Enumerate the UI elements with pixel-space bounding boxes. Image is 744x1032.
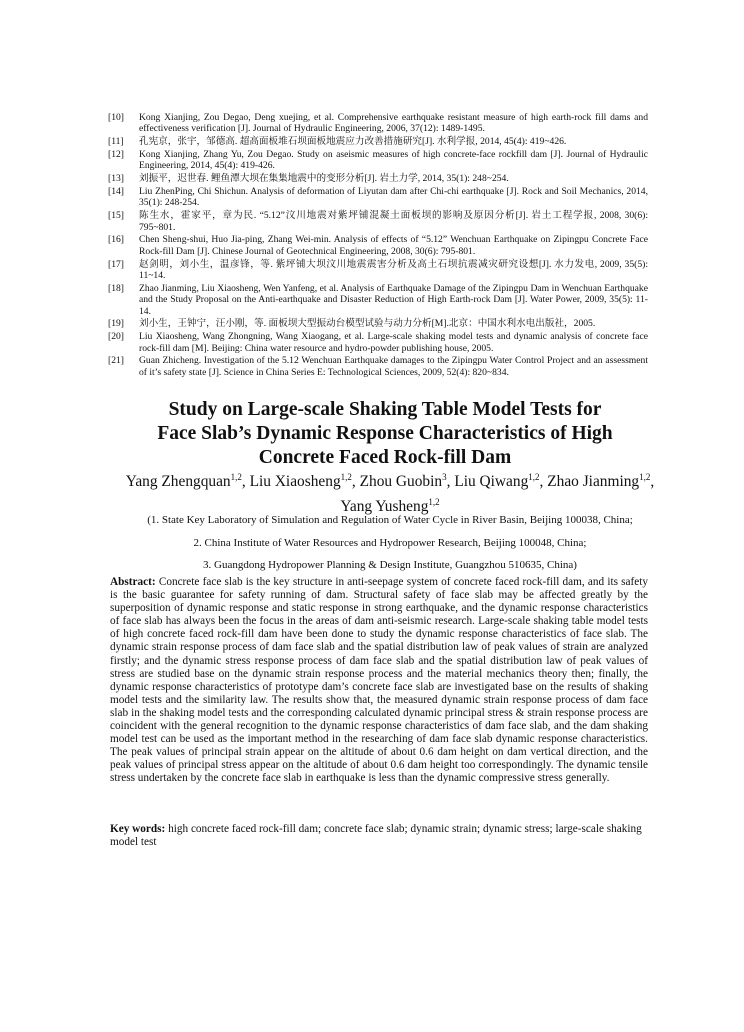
title-line: Study on Large-scale Shaking Table Model Tests for xyxy=(168,399,602,420)
author-separator: , xyxy=(241,473,250,491)
reference-text: Kong Xianjing, Zhang Yu, Zou Degao. Study on aseismic measures of high concrete-face rockfill dam [J]. Journal of Hydraulic Engineering, 2014, 45(4): 419-426. xyxy=(139,149,648,172)
paper-title xyxy=(100,398,670,470)
keywords xyxy=(110,823,648,850)
reference-number: [19] xyxy=(108,318,124,330)
reference-number: [21] xyxy=(108,355,124,367)
reference-item xyxy=(108,136,648,147)
abstract xyxy=(110,576,648,786)
author-separator: , xyxy=(351,473,360,491)
title-line: Concrete Faced Rock-fill Dam xyxy=(258,447,512,468)
author-affiliation-mark: 1,2 xyxy=(230,472,242,482)
reference-item xyxy=(108,186,648,209)
affiliation: (1. State Key Laboratory of Simulation and Regulation of Water Cycle in River Basin, Beijing 100038, China; xyxy=(147,514,633,526)
reference-number: [20] xyxy=(108,331,124,343)
reference-text: 孔宪京，张宇，邹德高. 超高面板堆石坝面板地震应力改善措施研究[J]. 水利学报, 2014, 45(4): 419~426. xyxy=(139,136,567,148)
keywords-text: high concrete faced rock-fill dam; concrete face slab; dynamic strain; dynamic stress; large-scale shaking model test xyxy=(110,823,642,849)
reference-number: [18] xyxy=(108,282,124,294)
reference-item xyxy=(108,283,648,317)
reference-item xyxy=(108,331,648,354)
author-name: Liu Qiwang xyxy=(454,473,529,491)
reference-text: Chen Sheng-shui, Huo Jia-ping, Zhang Wei-min. Analysis of effects of “5.12” Wenchuan Earthquake on Zipingpu Concrete Face Rock-fill Dam [J]. Chinese Journal of Geotechnical Engineering, 2008, 30(6): 795-801. xyxy=(139,234,648,257)
abstract-label: Abstract: xyxy=(110,576,156,588)
author-separator: , xyxy=(446,473,455,491)
reference-number: [15] xyxy=(108,210,124,222)
author-list xyxy=(110,467,670,517)
author-name: Zhao Jianming xyxy=(547,473,640,491)
reference-item xyxy=(108,234,648,257)
reference-number: [14] xyxy=(108,186,124,197)
author-name: Zhou Guobin xyxy=(359,473,443,491)
author-affiliation-mark: 1,2 xyxy=(639,472,651,482)
reference-item xyxy=(108,173,648,184)
author-affiliation-mark: 1,2 xyxy=(428,497,440,508)
reference-text: Kong Xianjing, Zou Degao, Deng xuejing, et al. Comprehensive earthquake resistant measure of high earth-rock fill dams and effectiveness verification [J]. Journal of Hydraulic Engineering, 2006, 37(12): 1489-1495. xyxy=(139,112,648,135)
keywords-label: Key words: xyxy=(110,823,166,835)
reference-number: [13] xyxy=(108,173,124,185)
reference-text: Guan Zhicheng. Investigation of the 5.12 Wenchuan Earthquake damages to the Zipingpu Water Control Project and an assessment of it’s safety state [J]. Science in China Series E: Technological Sciences, 2009, 52(4): 820~834. xyxy=(139,355,648,378)
author-separator: , xyxy=(539,473,548,491)
reference-number: [11] xyxy=(108,136,124,148)
reference-text: 刘振平，迟世春. 鲤鱼潭大坝在集集地震中的变形分析[J]. 岩土力学, 2014, 35(1): 248~254. xyxy=(139,173,509,185)
reference-number: [17] xyxy=(108,258,124,270)
reference-text: Liu Xiaosheng, Wang Zhongning, Wang Xiaogang, et al. Large-scale shaking model tests and dynamic analysis of concrete face rock-fill dam [M]. Beijing: China water resource and hydro-powder publishing house, 2005. xyxy=(139,331,648,354)
reference-number: [12] xyxy=(108,149,124,160)
reference-number: [16] xyxy=(108,234,124,246)
reference-item xyxy=(108,355,648,378)
author-name: Liu Xiaosheng xyxy=(249,473,341,491)
reference-text: 刘小生，王钟宁，汪小刚，等. 面板坝大型振动台模型试验与动力分析[M].北京：中国水利水电出版社，2005. xyxy=(139,318,596,330)
author-name: Yang Zhengquan xyxy=(125,473,231,491)
reference-number: [10] xyxy=(108,112,124,123)
reference-text: 陈生水，霍家平，章为民. “5.12”汶川地震对紫坪铺混凝土面板坝的影响及原因分析[J]. 岩土工程学报, 2008, 30(6): 795~801. xyxy=(139,210,648,233)
abstract-text: Concrete face slab is the key structure in anti-seepage system of concrete faced rock-fill dam, and its safety is the basic guarantee for safety running of dam. Structural safety of face slab may be affected greatly by the superposition of dynamic response and static response in strong earthquake, and the dynamic response characteristics of face slab has always been the focus in the areas of dam anti-seismic research. Large-scale shaking table model tests of high concrete faced rock-fill dam have been done to study the dynamic response characteristics of face slab. The dynamic strain response process of dam face slab and the spatial distribution law of peak values of strain are analyzed firstly; and the dynamic stress response process of dam face slab and the spatial distribution law of peak values of stress are studied base on the dynamic strain response process and the material mechanics theory then; finally, the dynamic response characteristics of prototype dam’s concrete face slab are investigated base on the results of shaking model tests and the similarity law. The results show that, the measured dynamic strain response process of dam face slab in the shaking model tests and the corresponding calculated dynamic principal stress & strain response process are coincident with the general recognition to the dynamic response characteristics of dam face slab, and the dam shaking model test can be used as the important method in the researching of dam face slab dynamic response characteristics. The peak values of principal strain appear on the altitude of about 0.6 dam height on dam vertical direction, and the peak values of principal stress appear on the altitude of about 0.6 dam height too correspondingly. The dynamic tensile stress undertaken by the concrete face slab in earthquake is less than the dynamic compressive stress generally. xyxy=(110,576,648,785)
reference-item xyxy=(108,149,648,172)
author-affiliation-mark: 1,2 xyxy=(528,472,540,482)
author-affiliation-mark: 3 xyxy=(442,472,447,482)
reference-text: Zhao Jianming, Liu Xiaosheng, Wen Yanfeng, et al. Analysis of Earthquake Damage of the Zipingpu Dam in Wenchuan Earthquake and the Study Proposal on the Anti-earthquake and Disaster Reduction of High Earth-rock Dam [J]. Water Power, 2009, 35(5): 11-14. xyxy=(139,282,648,317)
reference-text: Liu ZhenPing, Chi Shichun. Analysis of deformation of Liyutan dam after Chi-chi earthquake [J]. Rock and Soil Mechanics, 2014, 35(1): 248-254. xyxy=(139,186,648,209)
author-name: Yang Yusheng xyxy=(340,498,429,516)
reference-list xyxy=(108,112,648,380)
title-line: Face Slab’s Dynamic Response Characteristics of High xyxy=(157,423,613,444)
affiliation: 2. China Institute of Water Resources and Hydropower Research, Beijing 100048, China; xyxy=(193,536,587,549)
affiliation-list xyxy=(100,514,680,582)
author-separator: , xyxy=(650,473,655,491)
reference-item xyxy=(108,210,648,233)
reference-text: 赵剑明，刘小生，温彦锋，等. 紫坪铺大坝汶川地震震害分析及高土石坝抗震减灾研究设想[J]. 水力发电, 2009, 35(5): 11~14. xyxy=(139,258,648,282)
reference-item xyxy=(108,318,648,329)
reference-item xyxy=(108,259,648,282)
author-affiliation-mark: 1,2 xyxy=(340,472,352,482)
affiliation: 3. Guangdong Hydropower Planning & Design Institute, Guangzhou 510635, China) xyxy=(203,559,577,571)
reference-item xyxy=(108,112,648,135)
